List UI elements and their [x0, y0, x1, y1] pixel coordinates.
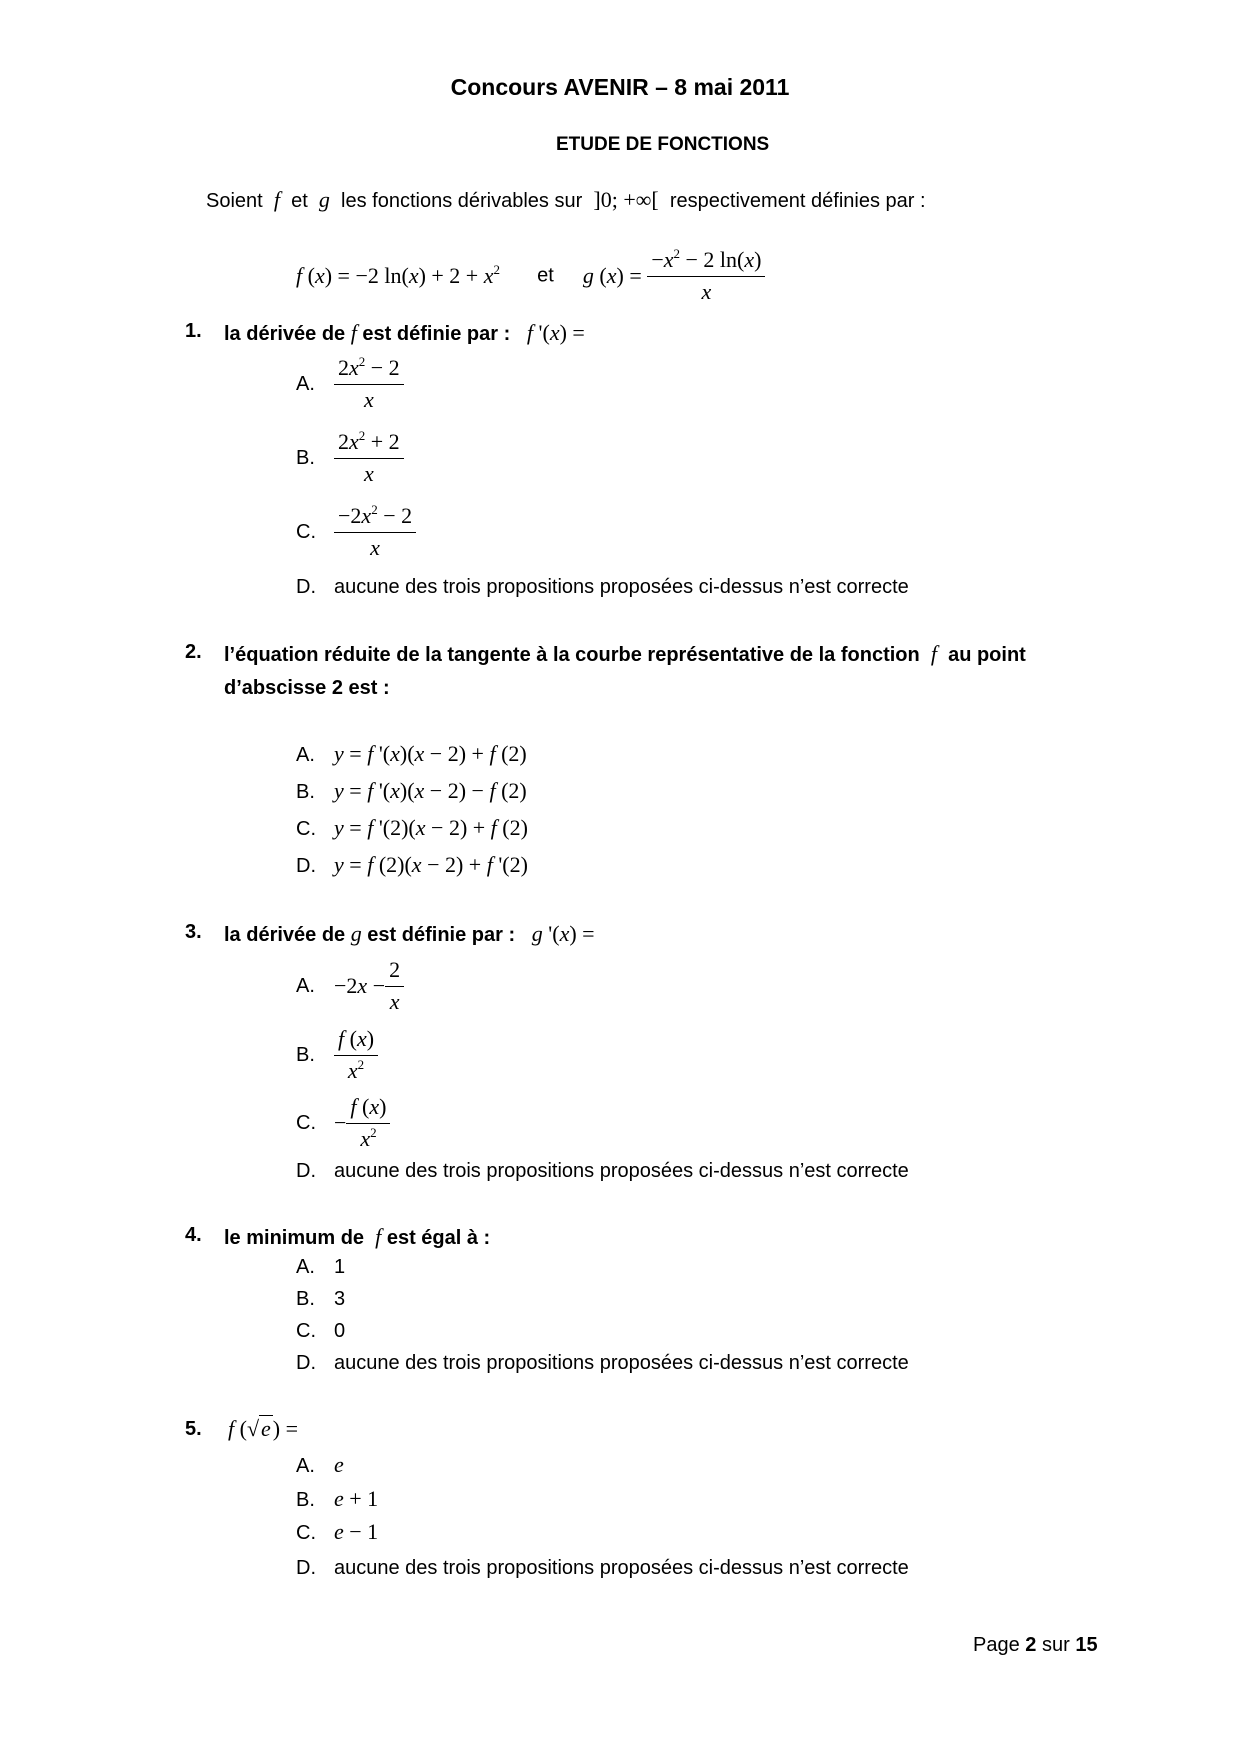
question-3-option-b[interactable]: B. $\frac{f (x)}{x^2}$ [296, 1027, 378, 1083]
g-fraction: $\frac{-x^2 - 2 \ln(x)}{x}$ [647, 248, 765, 304]
question-3-option-d[interactable]: D. aucune des trois propositions proposées ci-dessus n’est correcte [296, 1160, 909, 1182]
g-definition: g (x) = [582, 263, 642, 289]
question-1-number: 1. [185, 320, 202, 342]
question-4-option-c[interactable]: C. 0 [296, 1320, 346, 1342]
question-1-option-b[interactable]: B. $\frac{2x^2 + 2}{x}$ [296, 430, 404, 486]
question-4-option-d[interactable]: D. aucune des trois propositions proposées ci-dessus n’est correcte [296, 1352, 909, 1374]
question-4-number: 4. [185, 1224, 202, 1246]
question-2-number: 2. [185, 641, 202, 663]
question-1-option-c[interactable]: C. $\frac{-2x^2 - 2}{x}$ [296, 504, 416, 560]
f-definition: f (x) = −2 $\ln(x) + 2 + x^2$ [296, 262, 500, 289]
question-4-text: le minimum de f est égal à : [224, 1224, 491, 1249]
question-1-text: la dérivée de f est définie par : f '(x) = [224, 320, 585, 345]
question-2-option-a[interactable]: A. y = f '(x)(x − 2) + f (2) [296, 741, 527, 766]
question-2-option-d[interactable]: D. y = f (2)(x − 2) + f '(2) [296, 852, 528, 877]
question-5-option-a[interactable]: A. e [296, 1452, 344, 1477]
question-2-text: l’équation réduite de la tangente à la courbe représentative de la fonction f au point [224, 641, 1026, 666]
intro-sentence: Soient f et g les fonctions dérivables sur ]0; +∞[ respectivement définies par : [206, 187, 926, 212]
function-definitions: f (x) = −2 $\ln(x) + 2 + x^2$ et g (x) = $\frac{-x^2 - 2 \ln(x)}{x}$ [296, 248, 765, 304]
question-2-option-b[interactable]: B. y = f '(x)(x − 2) − f (2) [296, 778, 527, 803]
question-2-text-line2: d’abscisse 2 est : [224, 677, 390, 699]
question-5-option-d[interactable]: D. aucune des trois propositions proposées ci-dessus n’est correcte [296, 1557, 909, 1579]
question-5-text: f (√e) = [228, 1416, 299, 1441]
question-3-option-c[interactable]: C. − $\frac{f (x)}{x^2}$ [296, 1095, 390, 1151]
page-number: Page 2 sur 15 [973, 1634, 1098, 1656]
page-title: Concours AVENIR – 8 mai 2011 [450, 74, 790, 100]
question-3-text: la dérivée de g est définie par : g '(x) = [224, 921, 595, 946]
question-5-option-c[interactable]: C. e − 1 [296, 1519, 379, 1544]
f-symbol: f [273, 187, 280, 212]
question-1-option-d[interactable]: D. aucune des trois propositions proposées ci-dessus n’est correcte [296, 576, 909, 598]
g-symbol: g [318, 187, 330, 212]
question-2-option-c[interactable]: C. y = f '(2)(x − 2) + f (2) [296, 815, 528, 840]
question-4-option-a[interactable]: A. 1 [296, 1256, 346, 1278]
section-title: ETUDE DE FONCTIONS [556, 134, 770, 155]
question-3-option-a[interactable]: A. −2x − $\frac{2}{x}$ [296, 958, 404, 1014]
question-5-number: 5. [185, 1418, 202, 1440]
question-4-option-b[interactable]: B. 3 [296, 1288, 346, 1310]
question-3-number: 3. [185, 921, 202, 943]
interval: ]0; +∞[ [593, 187, 659, 212]
question-5-option-b[interactable]: B. e + 1 [296, 1486, 379, 1511]
question-1-option-a[interactable]: A. $\frac{2x^2 - 2}{x}$ [296, 356, 404, 412]
